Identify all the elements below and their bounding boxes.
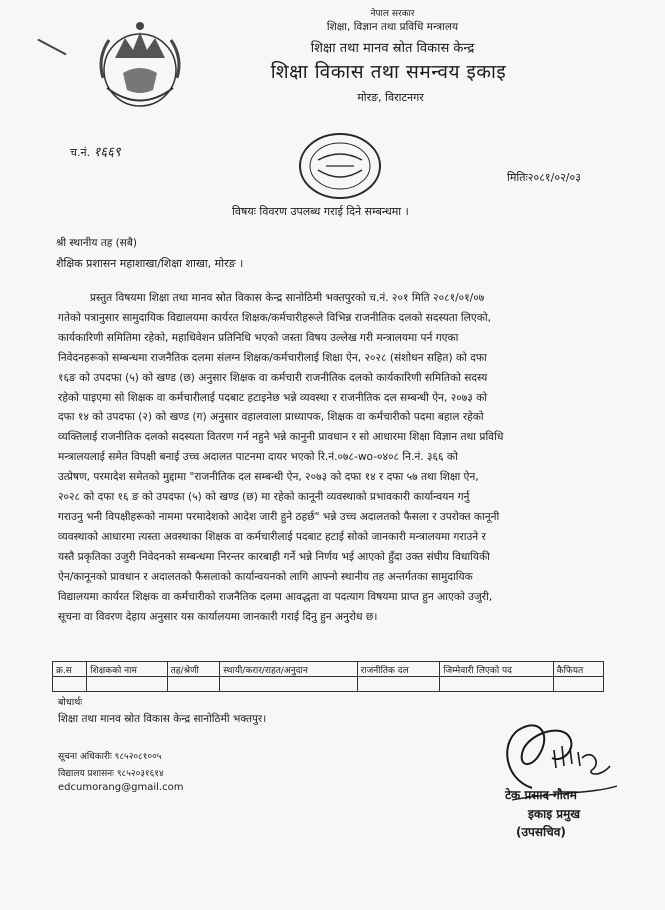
body-line: १६ङ को उपदफा (५) को खण्ड (छ) अनुसार शिक्षक वा कर्मचारी राजनीतिक दलको कार्यकारिणी समितिको सदस्य xyxy=(58,371,488,384)
table-cell xyxy=(440,677,553,692)
letter-body xyxy=(58,289,608,627)
email-address: edcumorang@gmail.com xyxy=(58,782,184,793)
body-line: यस्तै प्रकृतिका उजुरी निवेदनको सम्बन्धमा निरन्तर कारबाही गर्ने भन्ने निर्णय भई आएको हुँदा उक्त संघीय विधायिकी xyxy=(58,550,490,563)
addressee-line-2: शैक्षिक प्रशासन महाशाखा/शिक्षा शाखा, मोरङ । xyxy=(56,257,244,270)
office-stamp-icon xyxy=(296,130,384,202)
signatory-title: (उपसचिव) xyxy=(516,825,566,839)
table-cell xyxy=(167,677,220,692)
body-line: ऐन/कानूनको प्रावधान र अदालतको फैसलाको कार्यान्वयनको लागि आफ्नो स्थानीय तह अन्तर्गतका सामुदायिक xyxy=(58,570,473,583)
table-header-cell: स्थायी/करार/राहत/अनुदान xyxy=(220,662,357,677)
cc-recipient: शिक्षा तथा मानव स्रोत विकास केन्द्र सानोठिमी भक्तपुर। xyxy=(58,713,267,725)
government-name: नेपाल सरकार xyxy=(370,9,415,19)
unit-name: शिक्षा विकास तथा समन्वय इकाइ xyxy=(270,61,507,83)
body-line: दफा १४ को उपदफा (२) को खण्ड (ग) अनुसार वहालवाला प्राध्यापक, शिक्षक वा कर्मचारीको पदमा बहाल रहेको xyxy=(58,411,484,424)
body-line: निवेदनहरूको सम्बन्धमा राजनैतिक दलमा संलग्न शिक्षक/कर्मचारीलाई शिक्षा ऐन, २०२८ (संशोधन सहित) को दफा xyxy=(58,351,487,364)
table-cell xyxy=(357,677,440,692)
reference-value: १६६९ xyxy=(93,145,121,160)
ministry-name: शिक्षा, विज्ञान तथा प्रविधि मन्त्रालय xyxy=(326,21,459,33)
cc-label: बोधार्थः xyxy=(58,697,83,708)
body-line: रहेको पाइएमा सो शिक्षक वा कर्मचारीलाई पदबाट हटाइनेछ भन्ने व्यवस्था र राजनीतिक दल सम्बन्धी ऐन, २०७३ को xyxy=(58,391,488,404)
details-table xyxy=(52,661,604,692)
table-header-cell: कैफियत xyxy=(553,662,603,677)
school-admin-contact: विद्यालय प्रशासनः ९८५२०३१६१४ xyxy=(58,769,164,779)
table-cell xyxy=(220,677,357,692)
table-header-cell: तह/श्रेणी xyxy=(167,662,220,677)
body-line: मन्त्रालयलाई समेत विपक्षी बनाई उच्च अदालत पाटनमा दायर भएको रि.नं.०७८-wo-०४०८ नि.नं. ३६६ को xyxy=(58,451,458,464)
addressee-line-1: श्री स्थानीय तह (सबै) xyxy=(56,237,137,249)
signatory-name: टेक प्रसाद गौतम xyxy=(505,788,577,802)
table-header-cell: क्र.स xyxy=(53,662,87,677)
table-header-cell: शिक्षकको नाम xyxy=(87,662,167,677)
signatory-role: इकाइ प्रमुख xyxy=(528,807,581,821)
office-address: मोरङ, विराटनगर xyxy=(357,91,424,104)
body-line: उत्प्रेषण, परमादेश समेतको मुद्दामा "राजनीतिक दल सम्बन्धी ऐन, २०७३ को दफा १४ र दफा ५७ तथा शिक्षा ऐन, xyxy=(58,471,479,484)
body-line: व्यवस्थाको आधारमा त्यस्ता अवस्थाका शिक्षक वा कर्मचारीलाई पदबाट हटाई सोको जानकारी मन्त्रालयमा गराउने र xyxy=(58,530,486,543)
body-line: गतेको पत्रानुसार सामुदायिक विद्यालयमा कार्यरत शिक्षक/कर्मचारीहरूले विभिन्न राजनीतिक दलको सदस्यता लिएको, xyxy=(58,311,491,324)
body-line: विद्यालयमा कार्यरत शिक्षक वा कर्मचारीको राजनैतिक दलमा आवद्धता वा पदत्याग विषयमा प्राप्त हुन आएको उजुरी, xyxy=(58,590,493,603)
letter-date: मितिः२०८१/०२/०३ xyxy=(507,171,581,184)
body-line: २०२८ को दफा १६ ङ को उपदफा (५) को खण्ड (छ) मा रहेको कानूनी व्यवस्थाको प्रभावकारी कार्यान्वयन गर्नु xyxy=(58,491,470,504)
center-name: शिक्षा तथा मानव स्रोत विकास केन्द्र xyxy=(310,41,475,56)
table-row xyxy=(53,677,604,692)
body-line: व्यक्तिलाई राजनीतिक दलको सदस्यता वितरण गर्न नहुने भन्ने कानुनी प्रावधान र सो आधारमा शिक्षा विज्ञान तथा प्रविधि xyxy=(58,431,504,444)
body-line: प्रस्तुत विषयमा शिक्षा तथा मानव स्रोत विकास केन्द्र सानोठिमी भक्तपुरको च.नं. २०१ मिति २०८१/०१/०७ xyxy=(90,292,485,304)
table-header-row xyxy=(53,662,604,677)
table-header-cell: जिम्मेवारी लिएको पद xyxy=(440,662,553,677)
reference-number xyxy=(70,142,121,160)
reference-label: च.नं. xyxy=(70,146,91,159)
body-line: गराउनु भनी विपक्षीहरूको नाममा परमादेशको आदेश जारी हुने ठहर्छ" भन्ने उच्च अदालतको फैसला र उपरोक्त कानूनी xyxy=(58,510,500,523)
table-cell xyxy=(553,677,603,692)
info-officer-contact: सूचना अधिकारीः ९८५२०८१००५ xyxy=(58,752,162,762)
letter-subject: विषयः विवरण उपलब्ध गराई दिने सम्बन्धमा । xyxy=(232,205,409,218)
table-cell xyxy=(87,677,167,692)
table-cell xyxy=(53,677,87,692)
body-line: कार्यकारिणी समितिमा रहेको, महाधिवेशन प्रतिनिधि भएको जस्ता विषय उल्लेख गरी मन्त्रालयमा पर्न गएका xyxy=(58,331,459,344)
table-header-cell: राजनीतिक दल xyxy=(357,662,440,677)
body-line: सूचना वा विवरण देहाय अनुसार यस कार्यालयमा जानकारी गराई दिनु हुन अनुरोध छ। xyxy=(58,610,378,623)
